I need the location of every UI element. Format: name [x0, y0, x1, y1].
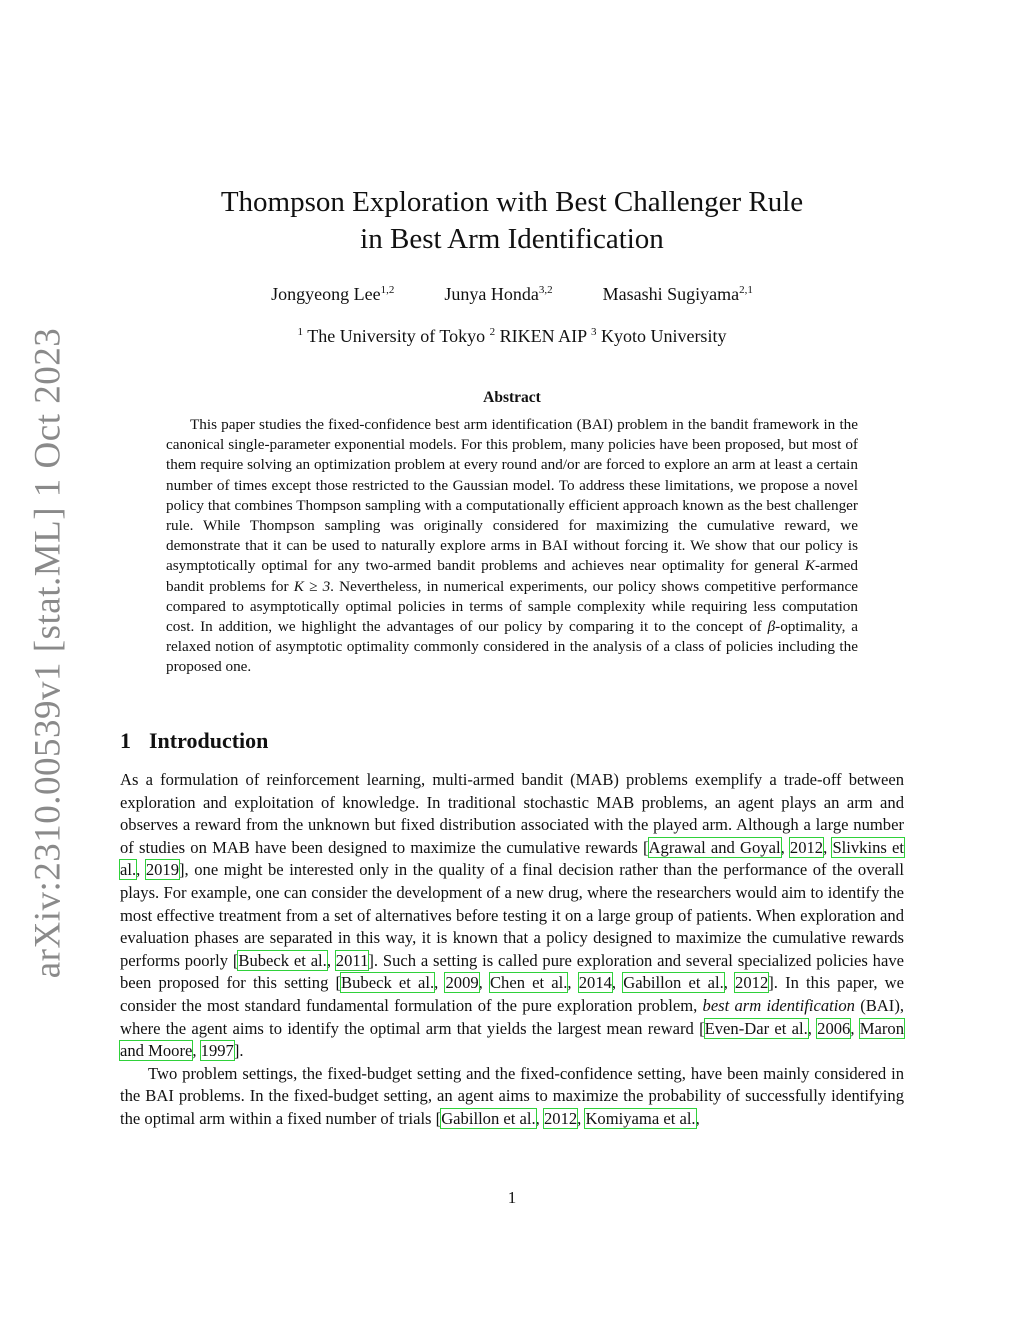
author-1: Jongyeong Lee$^{1,2}$: [271, 284, 395, 304]
page-number: 1: [507, 1188, 517, 1207]
section-heading: 1 Introduction: [120, 728, 269, 753]
intro-paragraph-2: Two problem settings, the fixed-budget setting and the fixed-confidence setting, have been mainly considered in the BAI problems. In the fixed-budget setting, an agent aims to maximize the probability of successfully identifying the optimal arm within a fixed number of trials [Gabillon et al., 2012, Komiyama et al.,: [120, 1063, 904, 1128]
citation-chen[interactable]: Chen et al.: [489, 973, 568, 993]
citation-slivkins-year[interactable]: 2019: [145, 860, 180, 880]
abstract-text: This paper studies the fixed-confidence best arm identification (BAI) problem in the bandit framework in the canonical single-parameter exponential models. For this problem, many policies have been proposed, but most of them require solving an optimization problem at every round and/or are forced to explore an arm at least a certain number of times except those restricted to the Gaussian model. To address these limitations, we propose a novel policy that combines Thompson sampling with a computationally efficient approach known as the best challenger rule. While Thompson sampling was originally considered for maximizing the cumulative reward, we demonstrate that it can be used to naturally explore arms in BAI without forcing it. We show that our policy is asymptotically optimal for any two-armed bandit problems and achieves near optimality for general K-armed bandit problems for K ≥ 3. Nevertheless, in numerical experiments, our policy shows competitive performance compared to asymptotically optimal policies in terms of sample complexity while requiring less computation cost. In addition, we highlight the advantages of our policy by comparing it to the concept of β-optimality, a relaxed notion of asymptotic optimality commonly considered in the analysis of a class of policies including the proposed one.: [166, 416, 858, 676]
citation-even-dar[interactable]: Even-Dar et al.: [704, 1018, 808, 1038]
intro-paragraph-1: As a formulation of reinforcement learning, multi-armed bandit (MAB) problems exemplify a trade-off between exploration and exploitation of knowledge. In traditional stochastic MAB problems, an agent plays an arm and observes a reward from the unknown but fixed distribution associated with the played arm. Although a large number of studies on MAB have been designed to maximize the cumulative rewards [Agrawal and Goyal, 2012, Slivkins et al., 2019], one might be interested only in the quality of a final decision rather than the performance of the overall plays. For example, one can consider the development of a new drug, where the researchers would aim to identify the most effective treatment from a set of alternatives before testing it on a large group of patients. When exploration and evaluation phases are separated in this way, it is known that a policy designed to maximize the cumulative rewards performs poorly [Bubeck et al., 2011]. Such a setting is called pure exploration and several specialized policies have been proposed for this setting [Bubeck et al., 2009, Chen et al., 2014, Gabillon et al., 2012]. In this paper, we consider the most standard fundamental formulation of the pure exploration problem, best arm identification (BAI), where the agent aims to identify the optimal arm that yields the largest mean reward [Even-Dar et al., 2006, Maron and Moore, 1997].: [120, 770, 905, 1061]
citation-gabillon-2[interactable]: Gabillon et al.: [441, 1108, 536, 1128]
introduction-body: [120, 769, 904, 1131]
arxiv-id-text: arXiv:2310.00539v1 [stat.ML] 1 Oct 2023: [27, 327, 69, 979]
title-line-2: in Best Arm Identification: [360, 223, 664, 255]
paper-title: [120, 184, 904, 258]
affiliation-3: Kyoto University: [600, 326, 727, 346]
citation-komiyama[interactable]: Komiyama et al.: [585, 1108, 696, 1128]
author-3: Masashi Sugiyama$^{2,1}$: [602, 284, 753, 304]
citation-chen-year[interactable]: 2014: [578, 973, 612, 993]
affiliation-1: The University of Tokyo: [307, 326, 486, 346]
author-list: [120, 282, 904, 306]
citation-maron-moore[interactable]: Maron and Moore: [120, 1018, 904, 1061]
affiliations: $^1$ The University of Tokyo $^2$ RIKEN AIP $^3$ Kyoto University: [297, 326, 727, 346]
arxiv-identifier: [27, 327, 69, 979]
citation-gabillon-year[interactable]: 2012: [735, 973, 769, 993]
citation-gabillon-2-year[interactable]: 2012: [543, 1108, 578, 1128]
citation-even-dar-year[interactable]: 2006: [817, 1018, 851, 1038]
affiliation-2: RIKEN AIP: [499, 326, 587, 346]
citation-gabillon[interactable]: Gabillon et al.: [623, 973, 724, 993]
citation-agrawal-goyal-year[interactable]: 2012: [789, 837, 824, 857]
title-line-1: Thompson Exploration with Best Challenger Rule: [220, 186, 804, 218]
citation-slivkins[interactable]: Slivkins et al.: [120, 837, 905, 880]
citation-bubeck-2009[interactable]: Bubeck et al.: [341, 973, 435, 993]
citation-bubeck-2009-year[interactable]: 2009: [445, 973, 479, 993]
citation-bubeck-2011[interactable]: Bubeck et al.: [238, 950, 327, 970]
citation-bubeck-2011-year[interactable]: 2011: [335, 950, 369, 970]
citation-maron-moore-year[interactable]: 1997: [200, 1041, 234, 1061]
citation-agrawal-goyal[interactable]: Agrawal and Goyal: [648, 837, 781, 857]
bai-term: best arm identification: [702, 995, 855, 1015]
author-2: Junya Honda$^{3,2}$: [444, 284, 553, 304]
abstract-heading: Abstract: [483, 389, 541, 406]
